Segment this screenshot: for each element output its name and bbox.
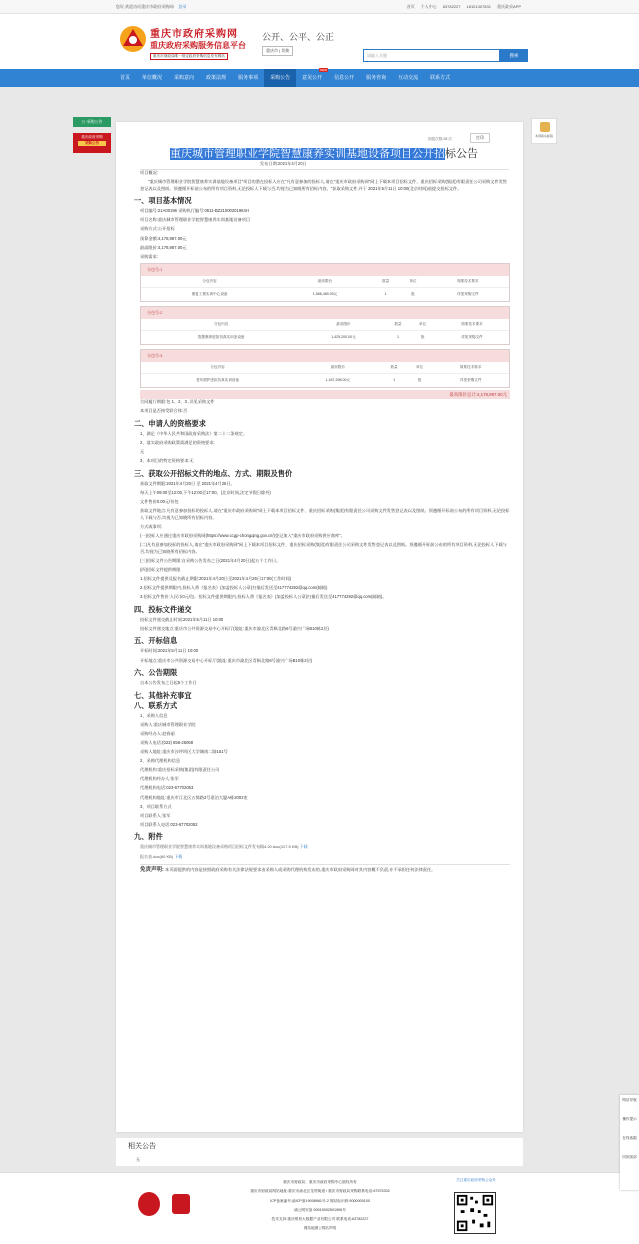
brand[interactable] xyxy=(150,25,246,60)
related-notices xyxy=(116,1138,523,1166)
search-button[interactable]: 搜索 xyxy=(500,49,528,62)
section-heading-5: 五、开标信息 xyxy=(134,636,178,646)
footer-lines xyxy=(200,1178,440,1234)
table-cell: 1 xyxy=(384,292,387,297)
table-cell: 1,425,200.00元 xyxy=(331,335,356,340)
col-header: 分包内容 xyxy=(141,362,294,373)
s2-line: 3、本项目的特定资格要求:无 xyxy=(140,458,194,464)
title-selected: 重庆城市管理职业学院智慧康养实训基地设备项目公开招 xyxy=(170,148,445,160)
s3-line: 每天上午09:00至12:00,下午12:00至17:00。(北京时间,法定节假日除外) xyxy=(140,490,271,495)
col-header: 最高限价 xyxy=(301,319,385,330)
article-body xyxy=(134,170,510,876)
publish-date: 发布日期:2021年4月20日 xyxy=(260,161,307,166)
table-cell: 批 xyxy=(417,378,422,383)
section-heading-8: 八、联系方式 xyxy=(134,700,178,710)
table-cell: 批 xyxy=(411,292,415,297)
s1-line: 预算金额:4,178,987.00元 xyxy=(140,235,187,241)
tool-nav[interactable]: 网站导航 xyxy=(622,1098,637,1102)
s8-line: 代理机构电话:023-67702053 xyxy=(140,785,194,791)
section-heading-2: 二、申请人的资格要求 xyxy=(134,419,206,429)
promo-button[interactable]: 采购公告 xyxy=(78,141,106,146)
print-button[interactable]: 打印 xyxy=(470,133,490,143)
overview-text: "重庆城市管理职业学院智慧康养实训基地设备项目"项目的潜在投标人应在"凡有意参加的投标人,请在"重庆市政府采购网"网上下载本项目招标文件、重庆招标采购(集团)有限责任公司采购文件发售登记表以及图纸。须遵循开标前公布的所有项目资料,无论投标人下载与否,均视为已知晓所有招标内容。"获取采购文件,并于 2021年5月11日 10:00(北京时间)前提交投标文件。 xyxy=(140,179,507,191)
s8-line: 采购经办人:赵春丽 xyxy=(140,730,175,736)
contact-card-label: 本网联系邮箱 xyxy=(534,134,553,138)
overview-label: 项目概况: xyxy=(140,170,158,175)
qr-code-icon xyxy=(454,1192,496,1234)
s8-line: 代理机构:重庆招标采购(集团)有限责任公司 xyxy=(140,767,220,773)
s8-line: 1、采购人信息 xyxy=(140,712,168,718)
s8-line: 2、采购代理机构信息 xyxy=(140,758,181,764)
nav-item-home[interactable]: 首页 xyxy=(120,75,131,81)
download-link[interactable]: 下载 xyxy=(299,844,308,850)
welcome-text: 您好,欢迎访问重庆市政府采购网! xyxy=(116,3,175,9)
tool-service[interactable]: 在线客服 xyxy=(622,1136,637,1140)
nav-item-policy[interactable]: 政策法规 xyxy=(206,75,227,81)
package-table xyxy=(140,349,510,388)
footer-line: 渝公网安备 50019002501906号 xyxy=(294,1207,346,1212)
s3-line: 1.招标文件提供及报名截止期限:2021年4月20日至2021年4月26日17:00(工作时间) xyxy=(140,575,292,581)
attachment-item xyxy=(140,844,510,851)
view-count: 浏览次数:28 次 xyxy=(428,137,452,141)
s2-line: 2、落实政府采购政策需满足的资格要求: xyxy=(140,440,215,446)
police-badge-icon[interactable] xyxy=(172,1194,190,1214)
table-cell: 详见采购文件 xyxy=(457,292,479,297)
mail-icon xyxy=(540,122,550,132)
related-value: 无 xyxy=(136,1157,140,1162)
col-header: 数量 xyxy=(372,276,399,287)
related-title: 相关公告 xyxy=(128,1143,156,1150)
s2-line: 无 xyxy=(140,449,145,455)
attachment-item xyxy=(140,854,510,861)
new-badge: NEW xyxy=(320,68,328,72)
table-cell: 老年照护虚拟仿真实训设备 xyxy=(196,378,240,383)
package-label: 分包号:1 xyxy=(141,264,509,276)
s3-line: (一)投标人应通过重庆市政府采购网(https://www.ccgp-chongqing.gov.cn/)登记加入"重庆市政府采购供应商库"。 xyxy=(140,532,345,538)
col-header: 单位 xyxy=(410,319,435,330)
table-cell: 详见采购文件 xyxy=(461,335,483,340)
col-header: 最高限价 xyxy=(278,276,372,287)
section-heading-1: 一、项目基本情况 xyxy=(134,196,192,206)
top-link-phone2: 18101307831 xyxy=(466,3,491,9)
s1-line: 项目编号:21A00196 采购执行编号:0611-BZ21000201964H xyxy=(140,208,249,214)
footer-line[interactable]: 网站地图 | 网站声明 xyxy=(303,1226,337,1231)
s3-line: 获取文件地点:凡有意参加投标的投标人,请在"重庆市政府采购网"网上下载本项目招标文件、重庆招标采购(集团)有限责任公司采购文件发售登记表以及图纸。须遵循开标前公布的所有项目资料,无论投标人下载与否,均视为已知晓所有招标内容。 xyxy=(140,508,510,520)
s8-line: 3、项目联系方式 xyxy=(140,803,172,809)
top-link-phone: 63782227 xyxy=(442,3,461,9)
s2-line: 1、满足《中华人民共和国政府采购法》第二十二条规定。 xyxy=(140,431,248,437)
col-header: 分包内容 xyxy=(141,319,301,330)
s1-line: 采购需求: xyxy=(140,253,158,259)
col-header: 单位 xyxy=(407,362,433,373)
brand-tagline: 重庆市财政局唯一指定政府采购信息发布网站 xyxy=(150,53,228,60)
right-toolbar xyxy=(620,1095,639,1190)
nav-item-about[interactable]: 单位概况 xyxy=(142,75,163,81)
package-table xyxy=(140,306,510,345)
search-input[interactable]: 请输入关键 xyxy=(363,49,500,62)
table-cell: 1,566,489.00元 xyxy=(312,292,338,297)
budget-total: 最高限价总计:4,178,987.00元 xyxy=(140,390,510,399)
s8-line: 采购人电话:(023) 656-26068 xyxy=(140,739,194,745)
col-header: 分包内容 xyxy=(141,276,278,287)
section-tag: 公·采购公告 xyxy=(73,117,111,127)
top-link-home[interactable]: 首页 xyxy=(406,3,415,9)
table-cell: 康复工程实训中心设备 xyxy=(191,292,228,297)
col-header: 最高限价 xyxy=(294,362,381,373)
s4-line: 投标文件递交截止时间:2021年5月11日 10:00 xyxy=(140,616,224,622)
disclaimer xyxy=(140,864,510,874)
disclaimer-label: 免责声明: xyxy=(140,867,164,874)
attachment-name[interactable]: 重庆城市管理职业学院智慧康养实训基地设备采购项目招标文件发布稿4.20.doc(417.5 KB) xyxy=(140,844,299,850)
s3-line: 3.招标文件售价:人民币0元/包。招标文件提供期限内,投标人将《报名表》(加盖投标人公章)扫描后发送至417774292@qq.com(邮箱)。 xyxy=(140,594,387,600)
s5-line: 开标时间:2021年5月11日 10:00 xyxy=(140,648,199,654)
table-cell: 1 xyxy=(396,335,399,340)
disclaimer-text: 本页面提供的内容是按照政府采购有关法律法规要求由采购人或采购代理机构发布的,重庆市政府采购网对其内容概不负责,亦不承担任何法律责任。 xyxy=(165,867,436,873)
nav-item-service[interactable]: 服务事项 xyxy=(238,75,259,81)
section-heading-6: 六、公告期限 xyxy=(134,668,178,678)
s1-after: 合同履行期限:包 1、2、3 ,详见采购文件 xyxy=(140,399,215,405)
s1-line: 采购方式:公开招标 xyxy=(140,226,175,232)
promo-card[interactable] xyxy=(73,133,111,153)
s3-line: 方式或事项: xyxy=(140,523,163,529)
footer-line: 重庆市财政局网站地址:重庆市渝北区龙塔街道 / 重庆市财政局采购联系电话:67575332 xyxy=(250,1189,390,1194)
col-header: 数量 xyxy=(381,362,407,373)
footer xyxy=(0,1172,639,1244)
package-label: 分包号:3 xyxy=(141,350,509,362)
s1-after: 本项目是否接受联合体:否 xyxy=(140,408,188,414)
top-links xyxy=(407,4,521,10)
region-switch[interactable]: 重庆市 | 切换 xyxy=(262,46,293,56)
login-link[interactable]: 登录 xyxy=(178,3,187,9)
col-header: 简要技术要求 xyxy=(435,319,509,330)
s8-line: 项目联系人电话:023-67702053 xyxy=(140,821,198,827)
s3-line: (四)招标文件提供期限 xyxy=(140,566,181,572)
s8-line: 项目联系人:张军 xyxy=(140,812,171,818)
nav-item-interact[interactable]: 互动交流 xyxy=(398,75,419,81)
nav-item-consult[interactable]: 服务咨询 xyxy=(366,75,387,81)
brand-title: 重庆市政府采购网 xyxy=(150,29,238,40)
s4-line: 投标文件递交地点:重庆市公共资源交易中心开标厅(地址:重庆市渝北区青枫北路6号渝兴广场B10栋2层) xyxy=(140,625,329,631)
gov-emblem-icon[interactable] xyxy=(138,1192,160,1216)
footer-line: ICP备案编号:渝ICP备19008961号-2 网站标识码:5000000100 xyxy=(270,1198,370,1203)
qr-label: 关注重庆政府采购公众号 xyxy=(456,1178,496,1182)
package-label: 分包号:2 xyxy=(141,307,509,319)
nav-item-contact[interactable]: 联系方式 xyxy=(430,75,451,81)
table-cell: 批 xyxy=(420,335,425,340)
attachment-name[interactable]: 报名表.doc(60 KB) xyxy=(140,853,174,859)
col-header: 简要技术要求 xyxy=(427,276,509,287)
s3-line: 获取文件期限:2021年4月20日 至 2021年4月26日。 xyxy=(140,480,235,486)
nav-item-opinion[interactable]: 意见公开 NEW xyxy=(302,68,328,81)
nav-item-notice[interactable]: 采购公告 xyxy=(264,69,296,87)
s1-line: 项目名称:重庆城市管理职业学院智慧康养实训基地设备项目 xyxy=(140,217,251,223)
s3-line: 2.招标文件提供期限内,投标人将《报名表》(加盖投标人公章)扫描后发送至417774292@qq.com(邮箱) xyxy=(140,585,328,591)
section-heading-3: 三、获取公开招标文件的地点、方式、期限及售价 xyxy=(134,468,293,478)
section-heading-4: 四、投标文件递交 xyxy=(134,604,192,614)
header xyxy=(0,14,639,69)
section-heading-9: 九、附件 xyxy=(134,832,163,842)
s8-line: 采购人:重庆城市管理职业学院 xyxy=(140,721,196,727)
s8-line: 代理机构地址:重庆市江北区五简路2号嘉泊大厦A栋2002室 xyxy=(140,794,248,800)
tool-help[interactable]: 操作提示 xyxy=(622,1117,637,1121)
s3-line: (三)招标文件公告期限:自采购公告发布之日(2021年4月20日)起五个工作日。 xyxy=(140,557,281,563)
footer-line: 重庆市财政局、重庆市政府采购中心版权所有 xyxy=(283,1180,357,1184)
table-cell: 1 xyxy=(393,378,396,383)
download-link[interactable]: 下载 xyxy=(174,853,183,859)
s8-line: 采购人地址:重庆市沙坪坝区大学城南二路151号 xyxy=(140,749,228,755)
s1-line: 最高限价:4,178,987.00元 xyxy=(140,244,187,250)
page-title xyxy=(170,145,478,161)
table-cell: 1,187,298.00元 xyxy=(325,378,351,383)
top-link-app[interactable]: 重庆政采APP xyxy=(496,3,521,9)
col-header: 数量 xyxy=(386,319,411,330)
col-header: 简要技术要求 xyxy=(432,362,509,373)
table-cell: 智慧康养虚拟仿真实训室设备 xyxy=(197,335,245,340)
nav-item-intent[interactable]: 采购意向 xyxy=(174,75,195,81)
s5-line: 开标地点:重庆市公共资源交易中心开标厅(地址:重庆市渝北区青枫北路6号渝兴广场B10栋2层) xyxy=(140,657,313,663)
brand-subtitle: 重庆政府采购服务信息平台 xyxy=(150,41,246,50)
slogan: 公开、公平、公正 xyxy=(262,32,335,42)
main-nav xyxy=(0,69,639,87)
nav-item-info[interactable]: 信息公开 xyxy=(334,75,355,81)
top-bar xyxy=(0,0,639,14)
promo-top: 重庆政府采购 xyxy=(81,135,103,139)
s6-line: 自本公告发布之日起5个工作日 xyxy=(140,680,197,686)
tool-top[interactable]: 回到顶部 xyxy=(622,1155,637,1159)
footer-line: 技术支持:重庆维易大数据产业有限公司 联系电话:63782227 xyxy=(271,1217,369,1222)
package-table xyxy=(140,263,510,302)
contact-card[interactable] xyxy=(531,118,557,144)
section-heading-7: 七、其他补充事宜 xyxy=(134,690,192,700)
top-link-center[interactable]: 个人中心 xyxy=(420,3,437,9)
title-rest: 标公告 xyxy=(445,148,478,160)
table-cell: 详见采购文件 xyxy=(459,378,482,383)
col-header: 单位 xyxy=(399,276,426,287)
site-logo-icon[interactable] xyxy=(118,24,148,54)
s3-line: (二)凡有意参加投标的投标人,请在"重庆市政府采购网"网上下载本项目招标文件、重庆招标采购(集团)有限责任公司采购文件发售登记表以及图纸。须遵循开标前公布的所有项目资料,无论投标人下载与否,均视为已知晓所有招标内容。 xyxy=(140,542,507,554)
s8-line: 代理机构经办人:张军 xyxy=(140,776,179,782)
s3-line: 文件售价0.00元/份包 xyxy=(140,499,179,505)
